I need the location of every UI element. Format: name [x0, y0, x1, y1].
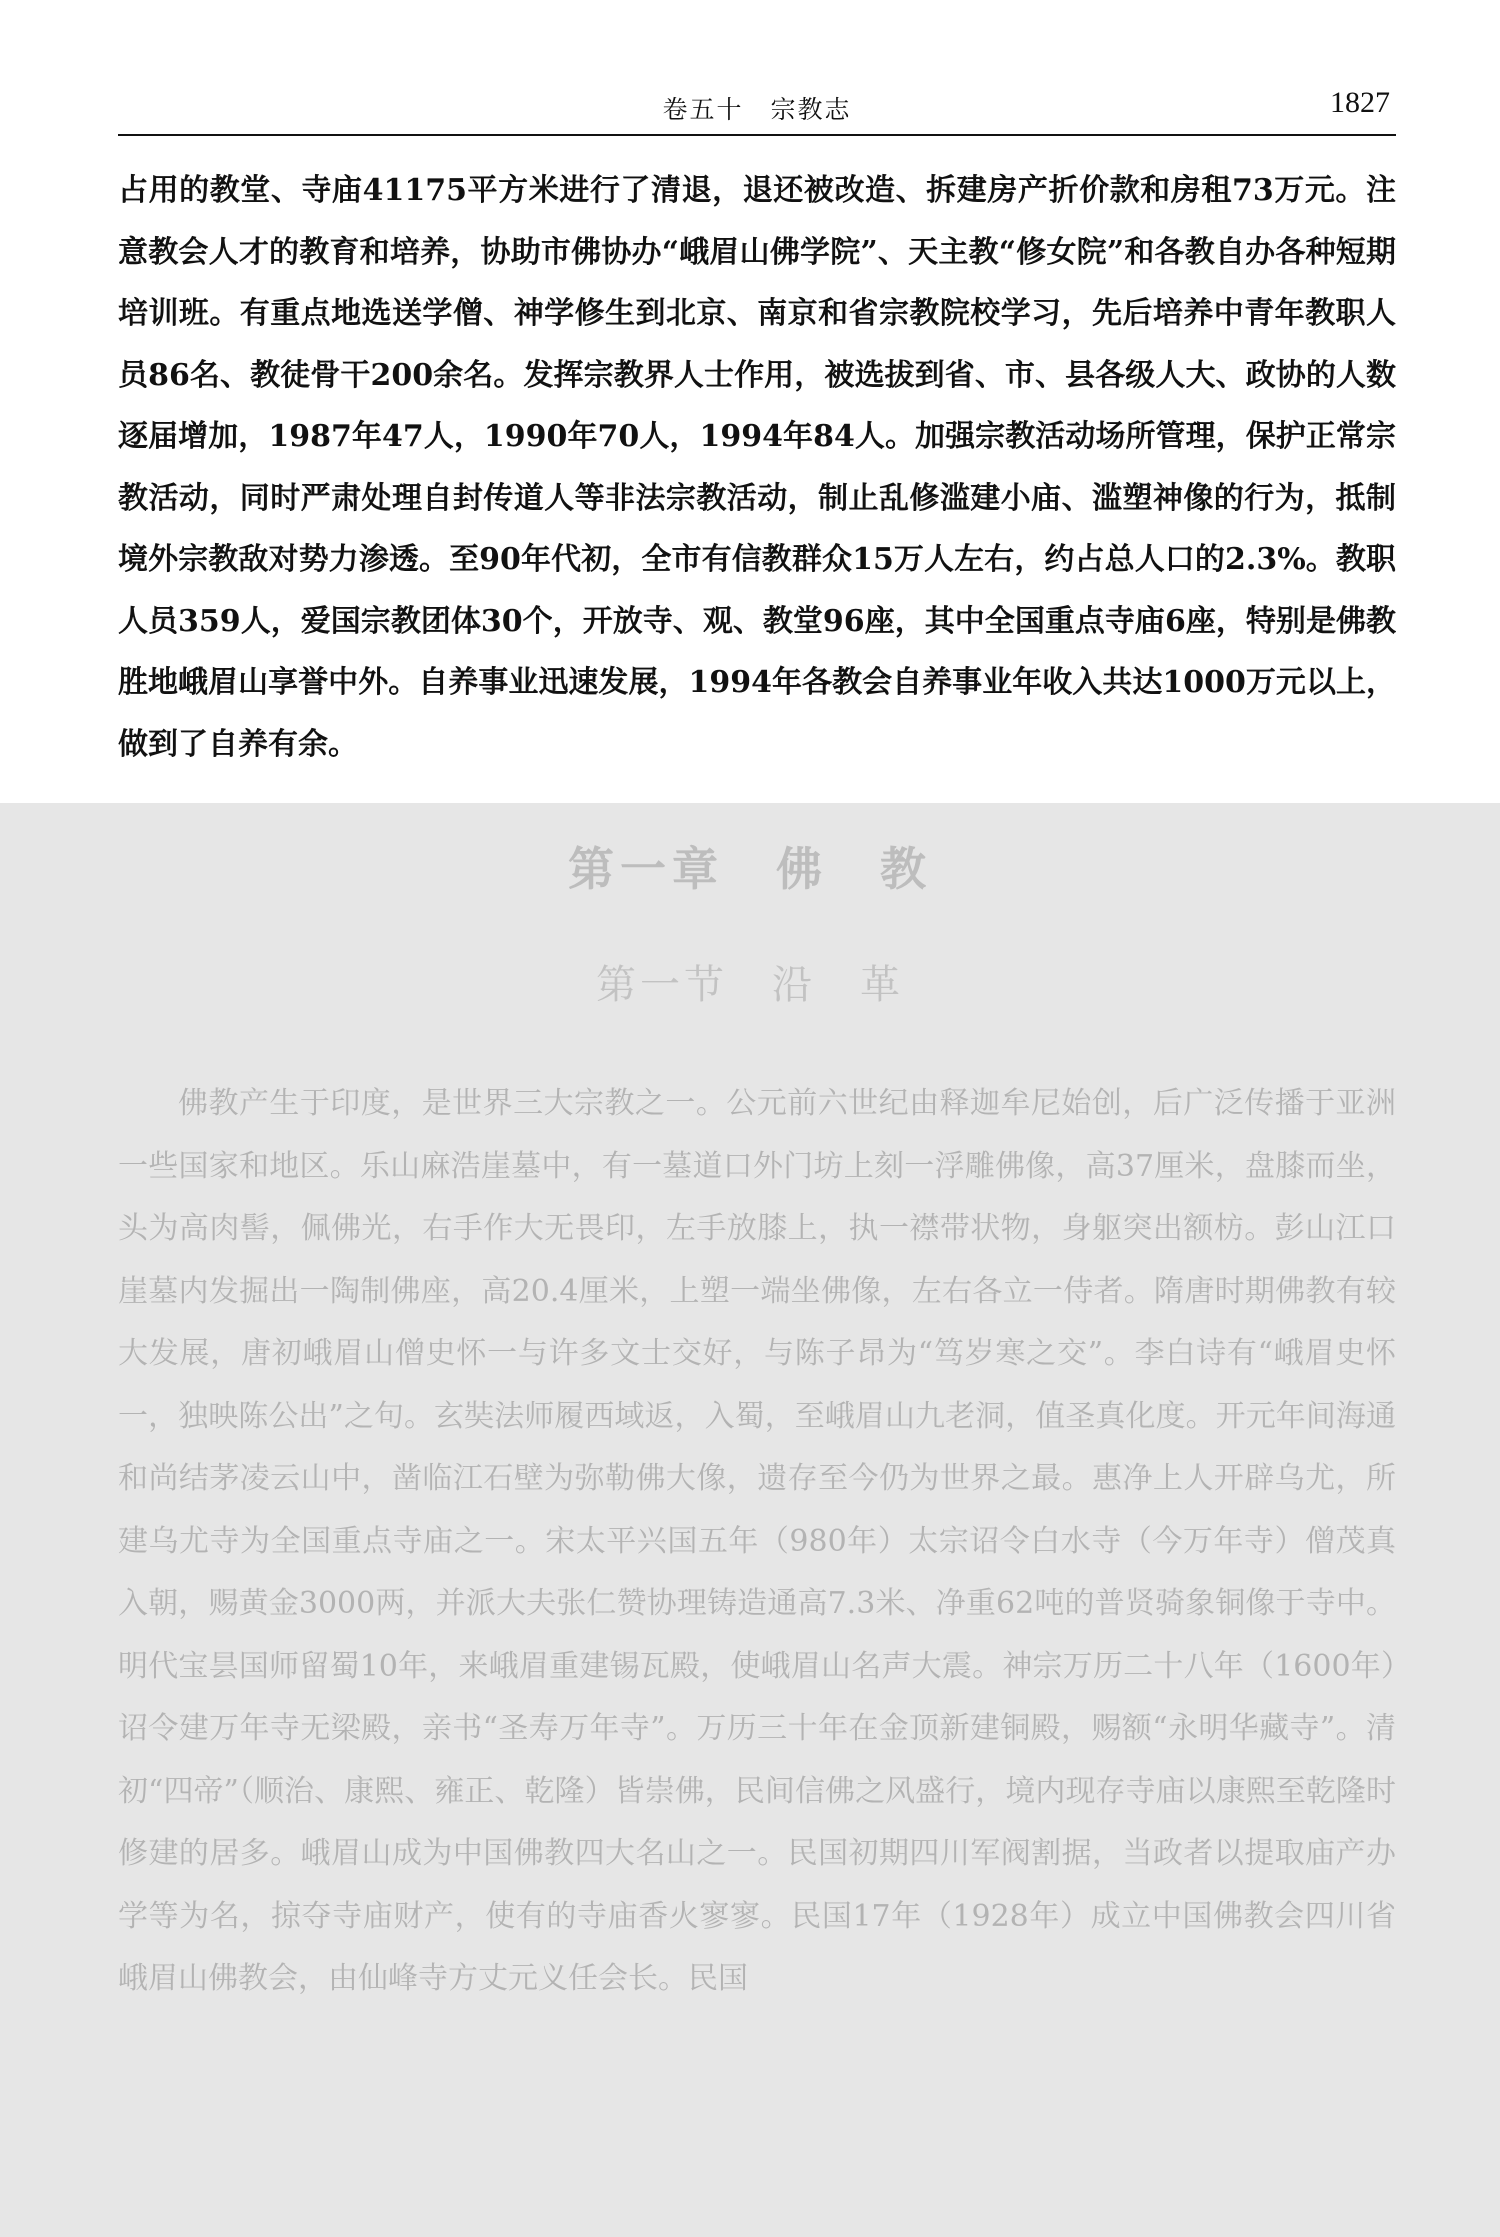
chapter-body	[118, 1073, 1396, 2011]
section-title: 第一节 沿 革	[596, 962, 904, 1008]
chapter-section	[0, 803, 1500, 2237]
running-head: 卷五十 宗教志	[662, 95, 852, 124]
intro-section	[118, 160, 1396, 775]
page-header	[118, 82, 1396, 136]
chapter-paragraph: 佛教产生于印度，是世界三大宗教之一。公元前六世纪由释迦牟尼始创，后广泛传播于亚洲一些国家和地区。乐山麻浩崖墓中，有一墓道口外门坊上刻一浮雕佛像，高37厘米，盘膝而坐，头为高肉髻，佩佛光，右手作大无畏印，左手放膝上，执一襟带状物，身躯突出额枋。彭山江口崖墓内发掘出一陶制佛座，高20.4厘米，上塑一端坐佛像，左右各立一侍者。隋唐时期佛教有较大发展，唐初峨眉山僧史怀一与许多文士交好，与陈子昂为“笃岁寒之交”。李白诗有“峨眉史怀一，独映陈公出”之句。玄奘法师履西域返，入蜀，至峨眉山九老洞，值圣真化度。开元年间海通和尚结茅凌云山中，凿临江石壁为弥勒佛大像，遗存至今仍为世界之最。惠净上人开辟乌尤，所建乌尤寺为全国重点寺庙之一。宋太平兴国五年（980年）太宗诏令白水寺（今万年寺）僧茂真入朝，赐黄金3000两，并派大夫张仁赞协理铸造通高7.3米、净重62吨的普贤骑象铜像于寺中。明代宝昙国师留蜀10年，来峨眉重建锡瓦殿，使峨眉山名声大震。神宗万历二十八年（1600年）诏令建万年寺无梁殿，亲书“圣寿万年寺”。万历三十年在金顶新建铜殿，赐额“永明华藏寺”。清初“四帝”（顺治、康熙、雍正、乾隆）皆崇佛，民间信佛之风盛行，境内现存寺庙以康熙至乾隆时修建的居多。峨眉山成为中国佛教四大名山之一。民国初期四川军阀割据，当政者以提取庙产办学等为名，掠夺寺庙财产，使有的寺庙香火寥寥。民国17年（1928年）成立中国佛教会四川省峨眉山佛教会，由仙峰寺方丈元义任会长。民国	[118, 1086, 1396, 1996]
intro-paragraph: 占用的教堂、寺庙41175平方米进行了清退，退还被改造、拆建房产折价款和房租73万元。注意教会人才的教育和培养，协助市佛协办“峨眉山佛学院”、天主教“修女院”和各教自办各种短期培训班。有重点地选送学僧、神学修生到北京、南京和省宗教院校学习，先后培养中青年教职人员86名、教徒骨干200余名。发挥宗教界人士作用，被选拔到省、市、县各级人大、政协的人数逐届增加，1987年47人，1990年70人，1994年84人。加强宗教活动场所管理，保护正常宗教活动，同时严肃处理自封传道人等非法宗教活动，制止乱修滥建小庙、滥塑神像的行为，抵制境外宗教敌对势力渗透。至90年代初，全市有信教群众15万人左右，约占总人口的2.3%。教职人员359人，爱国宗教团体30个，开放寺、观、教堂96座，其中全国重点寺庙6座，特别是佛教胜地峨眉山享誉中外。自养事业迅速发展，1994年各教会自养事业年收入共达1000万元以上，做到了自养有余。	[118, 173, 1396, 762]
chapter-title: 第一章 佛 教	[568, 842, 932, 896]
page-number: 1827	[1330, 86, 1390, 119]
